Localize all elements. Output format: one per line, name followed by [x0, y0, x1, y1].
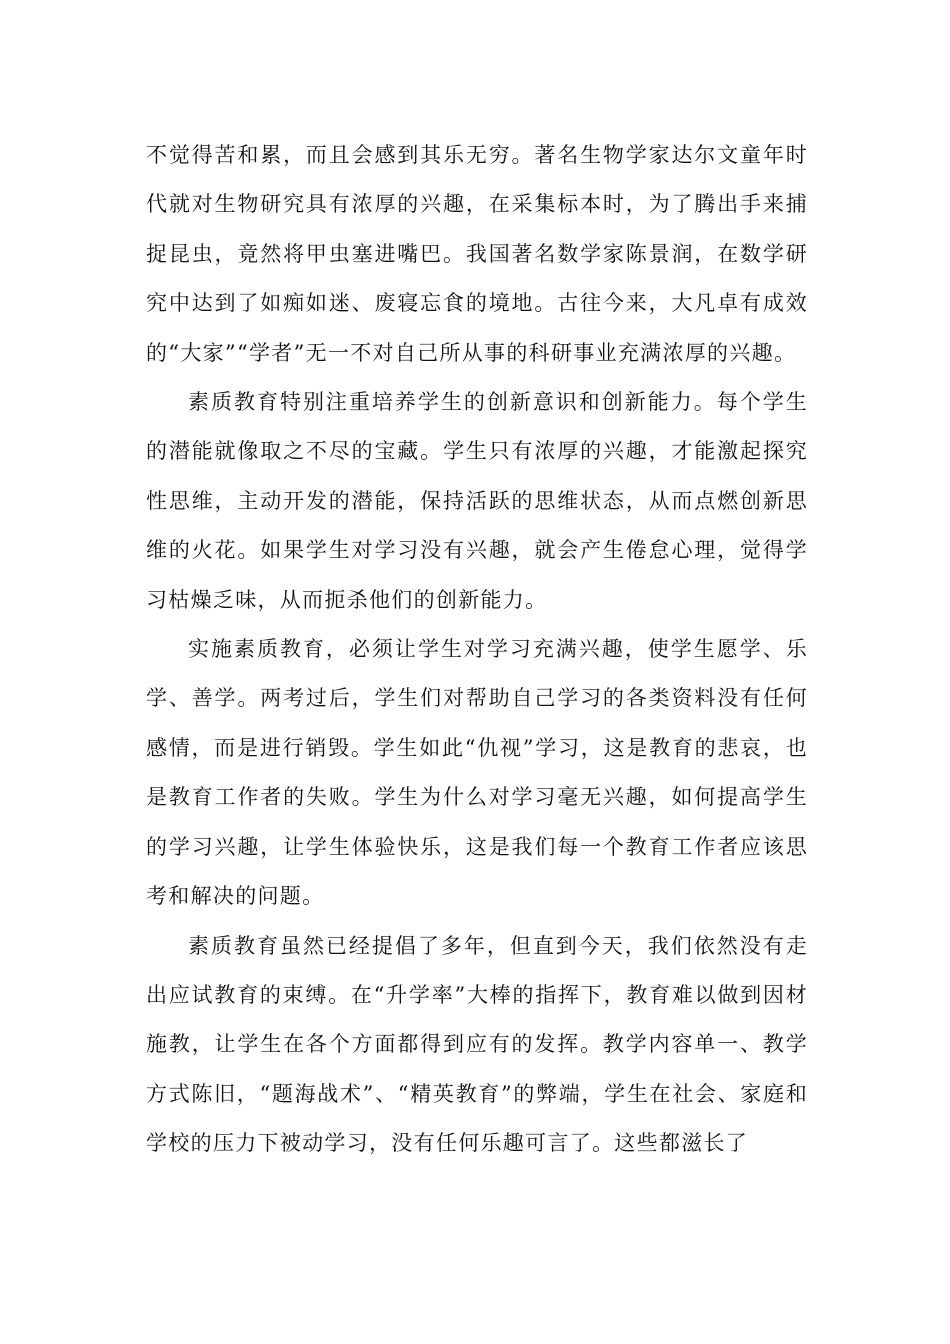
paragraph-continued: 不觉得苦和累，而且会感到其乐无穷。著名生物学家达尔文童年时代就对生物研究具有浓厚的兴趣，在采集标本时，为了腾出手来捕捉昆虫，竟然将甲虫塞进嘴巴。我国著名数学家陈景润，在数学研究中达到了如痴如迷、废寝忘食的境地。古往今来，大凡卓有成效的“大家”“学者”无一不对自己所从事的科研事业充满浓厚的兴趣。: [146, 143, 808, 365]
document-body: [146, 131, 808, 1169]
paragraph-exam-oriented: 素质教育虽然已经提倡了多年，但直到今天，我们依然没有走出应试教育的束缚。在“升学率”大棒的指挥下，教育难以做到因材施教，让学生在各个方面都得到应有的发挥。教学内容单一、教学方式陈旧，“题海战术”、“精英教育”的弊端，学生在社会、家庭和学校的压力下被动学习，没有任何乐趣可言了。这些都滋长了: [146, 933, 808, 1156]
paragraph-implementation: 实施素质教育，必须让学生对学习充满兴趣，使学生愿学、乐学、善学。两考过后，学生们对帮助自己学习的各类资料没有任何感情，而是进行销毁。学生如此“仇视”学习，这是教育的悲哀，也是教育工作者的失败。学生为什么对学习毫无兴趣，如何提高学生的学习兴趣，让学生体验快乐，这是我们每一个教育工作者应该思考和解决的问题。: [146, 637, 808, 909]
paragraph-innovation: 素质教育特别注重培养学生的创新意识和创新能力。每个学生的潜能就像取之不尽的宝藏。学生只有浓厚的兴趣，才能激起探究性思维，主动开发的潜能，保持活跃的思维状态，从而点燃创新思维的火花。如果学生对学习没有兴趣，就会产生倦怠心理，觉得学习枯燥乏味，从而扼杀他们的创新能力。: [146, 390, 808, 612]
